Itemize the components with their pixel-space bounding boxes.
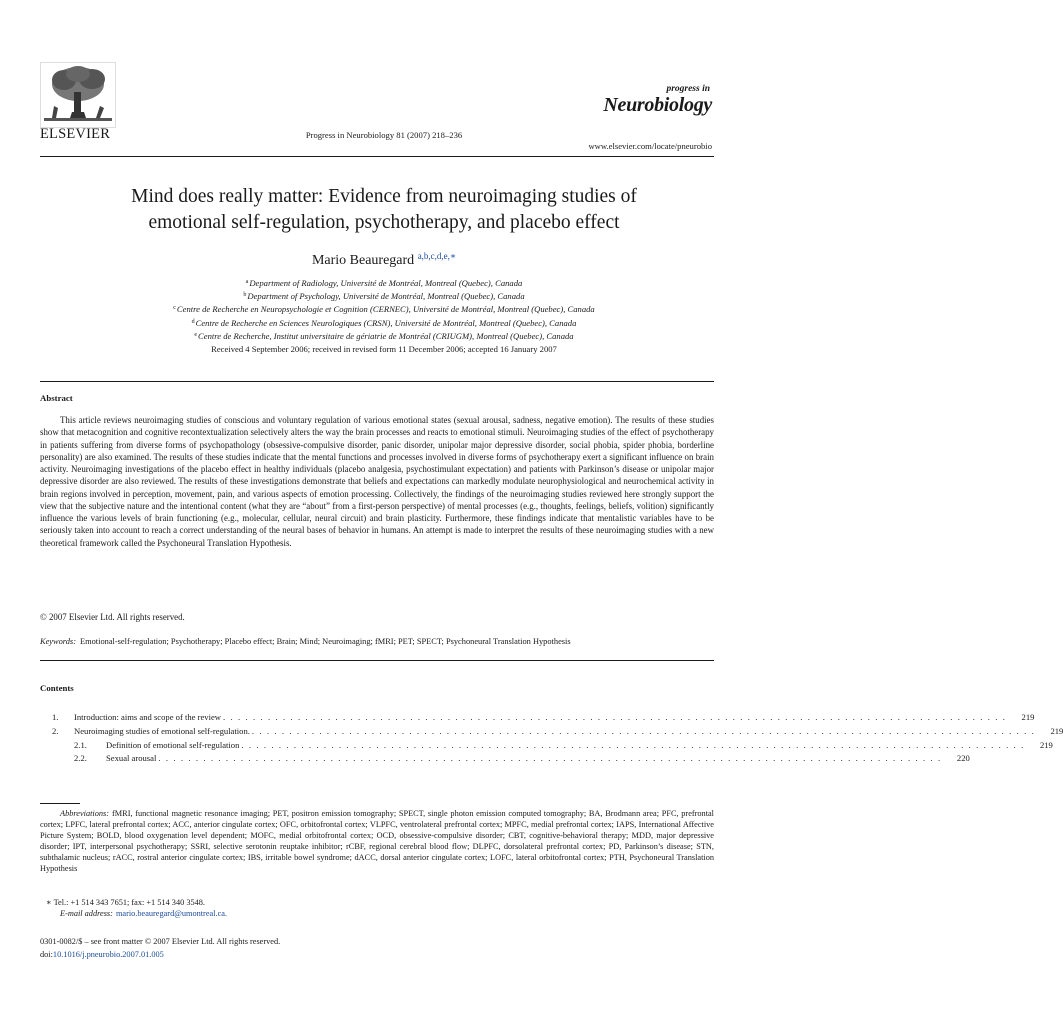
toc-item-title: Sexual arousal [106,753,157,763]
toc-item-1[interactable] [52,711,1035,723]
journal-logo-big: Neurobiology [603,93,712,116]
toc-item-page: 220 [956,753,970,763]
journal-logo [603,85,712,115]
toc-item-number: 1. [52,712,59,722]
author-affiliation-marks[interactable]: a,b,c,d,e,∗ [417,251,457,261]
header-rule [40,156,714,157]
author-name: Mario Beauregard [311,253,415,268]
toc-item-number: 2.1. [74,740,87,750]
doi-link[interactable]: 10.1016/j.pneurobio.2007.01.005 [52,950,164,959]
keywords [40,637,571,646]
toc-item-page: 219 [1021,712,1035,722]
email-label: E-mail address: [60,909,113,918]
article-dates: Received 4 September 2006; received in revised form 11 December 2006; accepted 16 January 2007 [211,344,557,354]
keywords-text: Emotional-self-regulation; Psychotherapy; Placebo effect; Brain; Mind; Neuroimaging; fMRI; PET; SPECT; Psychoneural Translation Hypothesis [79,637,571,646]
elsevier-tree-logo [40,62,116,128]
author-line [0,251,768,269]
keywords-bottom-rule [40,660,714,661]
toc-item-page: 219 [1050,726,1063,736]
toc-dot-leader: . . . . . . . . . . . . . . . . . . . . . . . . . . . . . . . . . . . . . . . . . . . . . . . . . . . . . . . . . . . . . . . . . . . . . . . . . . . . . . . . . . . . . . . . . . . . . . . . . . . . . . . . . [158,753,942,763]
toc-item-title: Introduction: aims and scope of the review [74,712,222,722]
abstract-top-rule [40,381,714,382]
toc-item-2-1[interactable] [74,739,1053,751]
toc-item-2-2[interactable] [74,752,970,764]
abbreviations-text: fMRI, functional magnetic resonance imaging; PET, positron emission tomography; SPECT, single photon emission computed tomography; BA, Brodmann area; PFC, prefrontal cortex; LPFC, lateral prefrontal cortex; ACC, anterior cingulate cortex; OFC, orbitofrontal cortex; VLPFC, ventrolateral prefrontal cortex; MPFC, medial prefrontal cortex; IAPS, International Affective Picture System; BOLD, blood oxygenation level dependent; MOFC, medial orbitofrontal cortex; OCD, obsessive-compulsive disorder; CBT, cognitive-behavioral therapy; MDD, major depressive disorder; IPT, interpersonal psychotherapy; SSRI, selective serotonin reuptake inhibitor; rCBF, regional cerebral blood flow; DLPFC, dorsolateral prefrontal cortex; PD, Parkinson’s disease; STN, subthalamic nucleus; rACC, rostral anterior cingulate cortex; IBS, irritable bowel syndrome; dACC, dorsal anterior cingulate cortex; LOFC, lateral orbitofrontal cortex; PTH, Psychoneural Translation Hypothesis [40,809,714,874]
toc-item-title: Definition of emotional self-regulation [106,740,240,750]
doi-prefix: doi: [40,950,53,959]
title-line-1: Mind does really matter: Evidence from neuroimaging studies of [131,186,637,207]
toc-item-page: 219 [1039,740,1053,750]
affiliations [0,276,768,342]
doi-line [40,950,164,959]
contents-heading: Contents [40,683,74,693]
affiliation-e: $^e$Centre de Recherche, Institut universitaire de gériatrie de Montréal (CRIUGM), Montreal (Quebec), Canada [194,330,574,341]
corresponding-author-phone: ∗ Tel.: +1 514 343 7651; fax: +1 514 340 3548. [46,898,205,907]
abbreviations-footnote [40,808,714,875]
toc-item-title: Neuroimaging studies of emotional self-regulation. [74,726,250,736]
title-line-2: emotional self-regulation, psychotherapy, and placebo effect [148,212,620,233]
abstract-copyright: © 2007 Elsevier Ltd. All rights reserved. [40,612,185,622]
toc-dot-leader: . . . . . . . . . . . . . . . . . . . . . . . . . . . . . . . . . . . . . . . . . . . . . . . . . . . . . . . . . . . . . . . . . . . . . . . . . . . . . . . . . . . . . . . . . . . . . . . . . . . . . . . . . [223,712,1007,722]
toc-item-2[interactable] [52,725,1063,737]
front-matter-note: 0301-0082/$ – see front matter © 2007 Elsevier Ltd. All rights reserved. [40,937,281,946]
journal-url[interactable]: www.elsevier.com/locate/pneurobio [588,141,712,151]
corresponding-author-email [60,909,227,918]
toc-dot-leader: . . . . . . . . . . . . . . . . . . . . . . . . . . . . . . . . . . . . . . . . . . . . . . . . . . . . . . . . . . . . . . . . . . . . . . . . . . . . . . . . . . . . . . . . . . . . . . . . . . . . . . . . . [251,726,1036,736]
toc-item-number: 2.2. [74,753,87,763]
affiliation-c: $^c$Centre de Recherche en Neuropsychologie et Cognition (CERNEC), Université de Montréal, Montreal (Quebec), Canada [173,304,595,315]
toc-item-number: 2. [52,726,59,736]
journal-logo-small: progress in [666,84,710,94]
journal-citation: Progress in Neurobiology 81 (2007) 218–236 [305,130,463,140]
affiliation-b: $^b$Department of Psychology, Université de Montréal, Montreal (Quebec), Canada [243,291,525,302]
publisher-name: ELSEVIER [40,126,111,142]
article-title [0,184,768,236]
email-link[interactable]: mario.beauregard@umontreal.ca. [115,909,228,918]
abbreviations-label: Abbreviations: [60,809,110,818]
footnote-rule [40,803,80,804]
affiliation-a: $^a$Department of Radiology, Université de Montréal, Montreal (Quebec), Canada [245,278,523,288]
abstract-text: This article reviews neuroimaging studies of conscious and voluntary regulation of various emotional states (sexual arousal, sadness, negative emotion). The results of these studies show that metacognition and cognitive recontextualization selectively alters the way the brain processes and reacts to emotional stimuli. Neuroimaging studies of the effect of psychotherapy in patients suffering from diverse forms of psychopathology (obsessive-compulsive disorder, panic disorder, unipolar major depressive disorder, social phobia, spider phobia, borderline personality) are also examined. The results of these studies indicate that the mental functions and processes involved in diverse forms of psychotherapy exert a significant influence on brain activity. Neuroimaging investigations of the placebo effect in healthy individuals (placebo analgesia, psychostimulant expectation) and patients with Parkinson’s disease or unipolar major depressive disorder are also reviewed. The results of these investigations demonstrate that beliefs and expectations can markedly modulate neurophysiological and neurochemical activity in brain regions involved in perception, movement, pain, and various aspects of emotion processing. Collectively, the findings of the neuroimaging studies reviewed here strongly support the view that the subjective nature and the intentional content (what they are “about” from a first-person perspective) of mental processes (e.g., thoughts, feelings, beliefs, volition) significantly influence the various levels of brain functioning (e.g., molecular, cellular, neural circuit) and brain plasticity. Furthermore, these findings indicate that mentalistic variables have to be seriously taken into account to reach a correct understanding of the neural bases of behavior in humans. An attempt is made to interpret the results of these neuroimaging studies with a new theoretical framework called the Psychoneural Translation Hypothesis. [40,415,714,548]
affiliation-d: $^d$Centre de Recherche en Sciences Neurologiques (CRSN), Université de Montréal, Montreal (Quebec), Canada [191,317,577,328]
keywords-label: Keywords: [40,637,76,646]
toc-dot-leader: . . . . . . . . . . . . . . . . . . . . . . . . . . . . . . . . . . . . . . . . . . . . . . . . . . . . . . . . . . . . . . . . . . . . . . . . . . . . . . . . . . . . . . . . . . . . . . . . . . . . . . . . . [241,740,1025,750]
abstract-heading: Abstract [40,393,73,403]
